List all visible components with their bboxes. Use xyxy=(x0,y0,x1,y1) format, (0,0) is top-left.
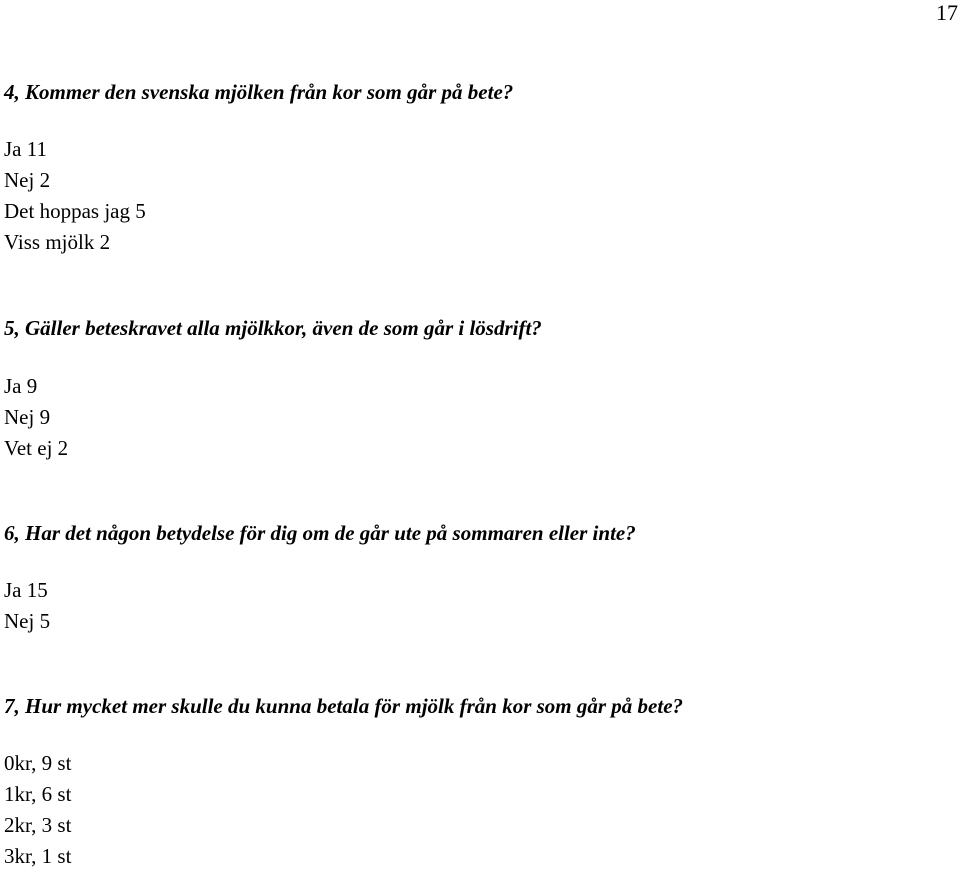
answer-line: 3kr, 1 st xyxy=(4,844,72,868)
question-7-heading: 7, Hur mycket mer skulle du kunna betala för mjölk från kor som går på bete? xyxy=(4,694,684,718)
question-6-heading: 6, Har det någon betydelse för dig om de går ute på sommaren eller inte? xyxy=(4,521,636,545)
question-7-answers xyxy=(4,748,71,872)
question-5-block xyxy=(4,313,542,344)
answer-line: Det hoppas jag 5 xyxy=(4,199,146,223)
question-4-answers xyxy=(4,134,146,258)
answer-line: Nej 2 xyxy=(4,168,51,192)
answer-line: 2kr, 3 st xyxy=(4,813,72,837)
answer-line: Ja 11 xyxy=(4,137,47,161)
answer-line: Nej 5 xyxy=(4,609,51,633)
answer-line: 0kr, 9 st xyxy=(4,751,72,775)
question-6-answers xyxy=(4,575,50,637)
question-5-heading: 5, Gäller beteskravet alla mjölkkor, även de som går i lösdrift? xyxy=(4,316,542,340)
question-7-block xyxy=(4,691,683,722)
answer-line: Ja 15 xyxy=(4,578,48,602)
question-5-answers xyxy=(4,371,68,464)
answer-line: 1kr, 6 st xyxy=(4,782,72,806)
question-4-block xyxy=(4,77,513,108)
answer-line: Ja 9 xyxy=(4,374,38,398)
question-6-block xyxy=(4,518,636,549)
answer-line: Nej 9 xyxy=(4,405,51,429)
answer-line: Vet ej 2 xyxy=(4,436,69,460)
answer-line: Viss mjölk 2 xyxy=(4,230,111,254)
page-number: 17 xyxy=(936,0,958,25)
question-4-heading: 4, Kommer den svenska mjölken från kor som går på bete? xyxy=(4,80,514,104)
